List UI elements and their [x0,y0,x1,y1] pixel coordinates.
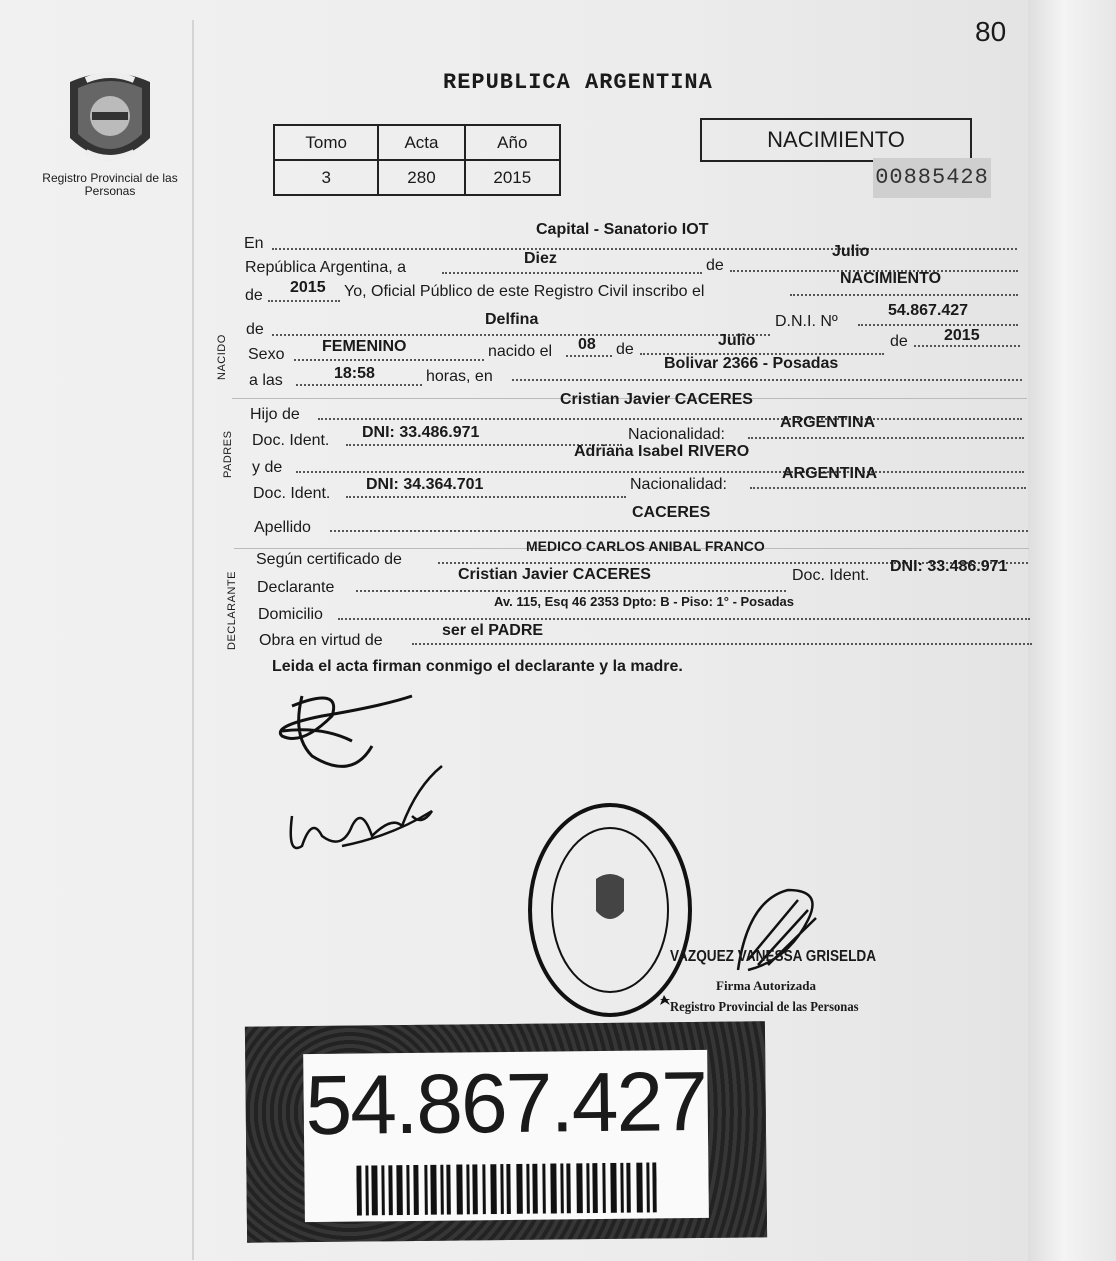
dotted-line [346,496,626,498]
field-label: Obra en virtud de [259,632,383,649]
field-label: Apellido [254,519,311,536]
registry-table [273,124,561,196]
field-label: Doc. Ident. [253,485,331,502]
table-header: Tomo [274,125,378,160]
address-value: Av. 115, Esq 46 2353 Dpto: B - Piso: 1° - Posadas [494,594,794,609]
birth-day-value: 08 [578,336,596,353]
field-label: de [616,341,634,358]
field-label: de [706,257,724,274]
dotted-line [296,471,1024,473]
field-label: de [245,287,263,304]
dotted-line [566,355,612,357]
provincial-crest-icon [62,68,158,172]
officer-signature-icon [728,880,828,990]
table-cell: 280 [378,160,464,195]
father-dni-value: DNI: 33.486.971 [362,424,480,441]
birth-time-value: 18:58 [334,365,375,382]
field-label: República Argentina, a [245,259,406,276]
serial-number: 00885428 [873,158,991,198]
sticker-dni-number: 54.867.427 [304,1053,707,1153]
dotted-line [272,334,770,336]
dotted-line [338,618,1030,620]
barcode-icon [356,1162,657,1215]
document-title: REPUBLICA ARGENTINA [443,70,713,95]
field-label: Domicilio [258,606,323,623]
field-label: de [246,321,264,338]
field-label: Doc. Ident. [252,432,330,449]
declarant-name-value: Cristian Javier CACERES [458,566,651,583]
logo-caption: Registro Provincial de las Personas [42,171,178,198]
child-dni-value: 54.867.427 [888,302,969,319]
dotted-line [790,294,1018,296]
field-label: D.N.I. Nº [775,313,838,330]
dotted-line [412,643,1032,645]
certificate-issuer-value: MEDICO CARLOS ANIBAL FRANCO [526,538,765,554]
official-seal-icon [520,795,700,1025]
table-cell: 3 [274,160,378,195]
inscription-type-value: NACIMIENTO [840,270,942,287]
surname-value: CACERES [632,504,711,521]
field-label: Hijo de [250,406,300,423]
field-label: y de [252,459,283,476]
side-label-declarante: DECLARANTE [226,571,238,650]
side-label-padres: PADRES [222,430,234,478]
place-value: Capital - Sanatorio IOT [536,221,709,238]
mother-dni-value: DNI: 34.364.701 [366,476,484,493]
field-label: Yo, Oficial Público de este Registro Civil inscribo el [344,283,705,300]
field-label: Nacionalidad: [630,476,727,493]
dotted-line [356,590,786,592]
sex-value: FEMENINO [322,338,407,355]
page-edge [1028,0,1116,1261]
field-label: a las [249,372,283,389]
officer-role: Firma Autorizada [716,978,817,993]
dotted-line [750,487,1026,489]
dotted-line [272,248,1017,250]
dotted-line [268,300,340,302]
officer-registry: Registro Provincial de las Personas [670,1000,859,1015]
dotted-line [294,359,484,361]
dotted-line [442,272,702,274]
day-words-value: Diez [524,250,557,267]
dotted-line [914,345,1020,347]
field-label: Nacionalidad: [628,426,725,443]
child-name-value: Delfina [485,311,539,328]
father-nationality-value: ARGENTINA [780,414,876,431]
field-label: de [890,333,908,350]
field-label: Doc. Ident. [792,567,870,584]
table-header: Año [465,125,560,160]
mother-signature-icon [282,756,452,866]
field-label: Declarante [257,579,335,596]
field-label: horas, en [426,368,493,385]
page-fold-line [192,20,194,1260]
mother-name-value: Adriana Isabel RIVERO [574,443,750,460]
year-value: 2015 [290,279,326,296]
dotted-line [318,418,1022,420]
field-label: Sexo [248,346,285,363]
father-name-value: Cristian Javier CACERES [560,391,753,408]
dotted-line [296,384,422,386]
month-value: Julio [832,243,870,260]
id-sticker [245,1021,767,1242]
dotted-line [748,437,1024,439]
field-label: En [244,235,264,252]
table-cell: 2015 [465,160,560,195]
dotted-line [858,324,1018,326]
page-number: 80 [975,16,1007,47]
birth-place-value: Bolivar 2366 - Posadas [664,355,839,372]
side-label-nacido: NACIDO [216,334,228,380]
declarant-dni-value: DNI: 33.486.971 [890,558,1008,575]
closing-statement: Leida el acta firman conmigo el declarante y la madre. [272,658,683,675]
field-label: Según certificado de [256,551,402,568]
officer-name: VAZQUEZ VANESSA GRISELDA [670,948,877,965]
dotted-line [330,530,1028,532]
field-label: nacido el [488,343,553,360]
birth-month-value: Julio [718,332,756,349]
birth-year-value: 2015 [944,327,980,344]
table-header: Acta [378,125,464,160]
mother-nationality-value: ARGENTINA [782,465,878,482]
sticker-label-area [303,1050,709,1222]
record-type-box: NACIMIENTO [700,118,972,162]
dotted-line [512,379,1022,381]
declarant-role-value: ser el PADRE [442,622,544,639]
